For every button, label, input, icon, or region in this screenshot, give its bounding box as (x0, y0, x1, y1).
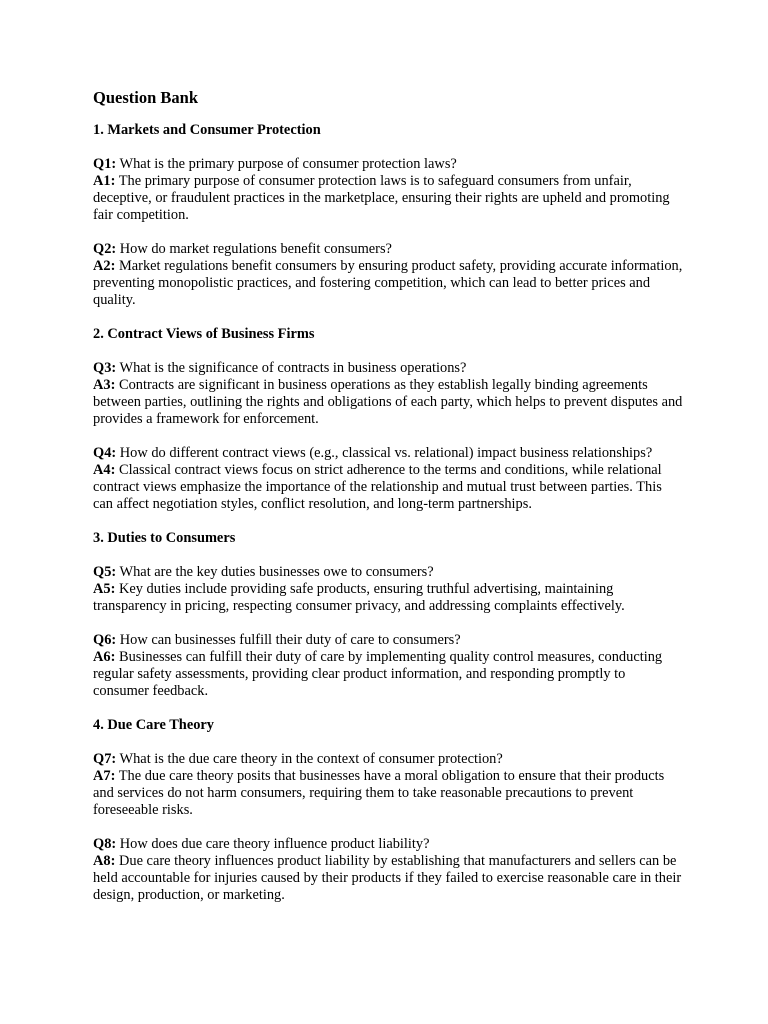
answer-text: Due care theory influences product liability by establishing that manufacturers and sellers can be held accountable for injuries caused by their products if they failed to exercise reasonable care in their design, production, or marketing. (93, 853, 682, 903)
answer (93, 853, 683, 904)
question-text: What is the primary purpose of consumer protection laws? (116, 156, 457, 172)
qa-item (93, 156, 683, 224)
question-text: How do market regulations benefit consumers? (116, 241, 392, 257)
qa-item (93, 445, 683, 513)
question-tag: Q8: (93, 836, 117, 852)
answer-tag: A4: (93, 462, 116, 478)
question-tag: Q2: (93, 241, 117, 257)
answer-tag: A7: (93, 768, 116, 784)
document-title: Question Bank (93, 88, 198, 107)
question (93, 156, 683, 173)
section-heading: 3. Duties to Consumers (93, 530, 236, 546)
answer-tag: A3: (93, 377, 116, 393)
answer-tag: A8: (93, 853, 116, 869)
question-tag: Q6: (93, 632, 117, 648)
qa-item (93, 632, 683, 700)
answer-text: Classical contract views focus on strict adherence to the terms and conditions, while relational contract views emphasize the importance of the relationship and mutual trust between parties. This can affect negotiation styles, conflict resolution, and long-term partnerships. (93, 462, 662, 512)
question (93, 751, 683, 768)
answer-text: Businesses can fulfill their duty of care by implementing quality control measures, conducting regular safety assessments, providing clear product information, and responding promptly to consumer feedback. (93, 649, 663, 699)
qa-item (93, 241, 683, 309)
answer-text: The primary purpose of consumer protection laws is to safeguard consumers from unfair, deceptive, or fraudulent practices in the marketplace, ensuring their rights are upheld and promoting fair competition. (93, 173, 670, 223)
question-text: How can businesses fulfill their duty of care to consumers? (116, 632, 461, 648)
answer-tag: A5: (93, 581, 116, 597)
qa-item (93, 564, 683, 615)
answer-tag: A1: (93, 173, 116, 189)
question (93, 360, 683, 377)
question (93, 836, 683, 853)
question (93, 445, 683, 462)
document-body (93, 88, 683, 921)
question-text: What is the due care theory in the context of consumer protection? (116, 751, 503, 767)
answer (93, 649, 683, 700)
question (93, 564, 683, 581)
qa-item (93, 836, 683, 904)
question-tag: Q3: (93, 360, 117, 376)
question-text: How do different contract views (e.g., classical vs. relational) impact business relationships? (116, 445, 653, 461)
qa-item (93, 360, 683, 428)
question-text: What is the significance of contracts in business operations? (116, 360, 467, 376)
section-heading: 4. Due Care Theory (93, 717, 214, 733)
answer-text: Market regulations benefit consumers by ensuring product safety, providing accurate information, preventing monopolistic practices, and fostering competition, which can lead to better prices and quality. (93, 258, 683, 308)
answer-text: The due care theory posits that businesses have a moral obligation to ensure that their products and services do not harm consumers, requiring them to take reasonable precautions to prevent foreseeable risks. (93, 768, 665, 818)
question-tag: Q4: (93, 445, 117, 461)
answer-tag: A6: (93, 649, 116, 665)
section-heading: 1. Markets and Consumer Protection (93, 122, 321, 138)
answer (93, 258, 683, 309)
question-tag: Q5: (93, 564, 117, 580)
question (93, 632, 683, 649)
qa-item (93, 751, 683, 819)
question-text: How does due care theory influence product liability? (116, 836, 430, 852)
answer-text: Contracts are significant in business operations as they establish legally binding agreements between parties, outlining the rights and obligations of each party, which helps to prevent disputes and provides a framework for enforcement. (93, 377, 683, 427)
answer-tag: A2: (93, 258, 116, 274)
answer (93, 462, 683, 513)
answer (93, 768, 683, 819)
question (93, 241, 683, 258)
answer-text: Key duties include providing safe products, ensuring truthful advertising, maintaining transparency in pricing, respecting consumer privacy, and addressing complaints effectively. (93, 581, 625, 614)
question-tag: Q1: (93, 156, 117, 172)
question-text: What are the key duties businesses owe to consumers? (116, 564, 434, 580)
answer (93, 581, 683, 615)
section-heading: 2. Contract Views of Business Firms (93, 326, 315, 342)
question-tag: Q7: (93, 751, 117, 767)
answer (93, 173, 683, 224)
answer (93, 377, 683, 428)
